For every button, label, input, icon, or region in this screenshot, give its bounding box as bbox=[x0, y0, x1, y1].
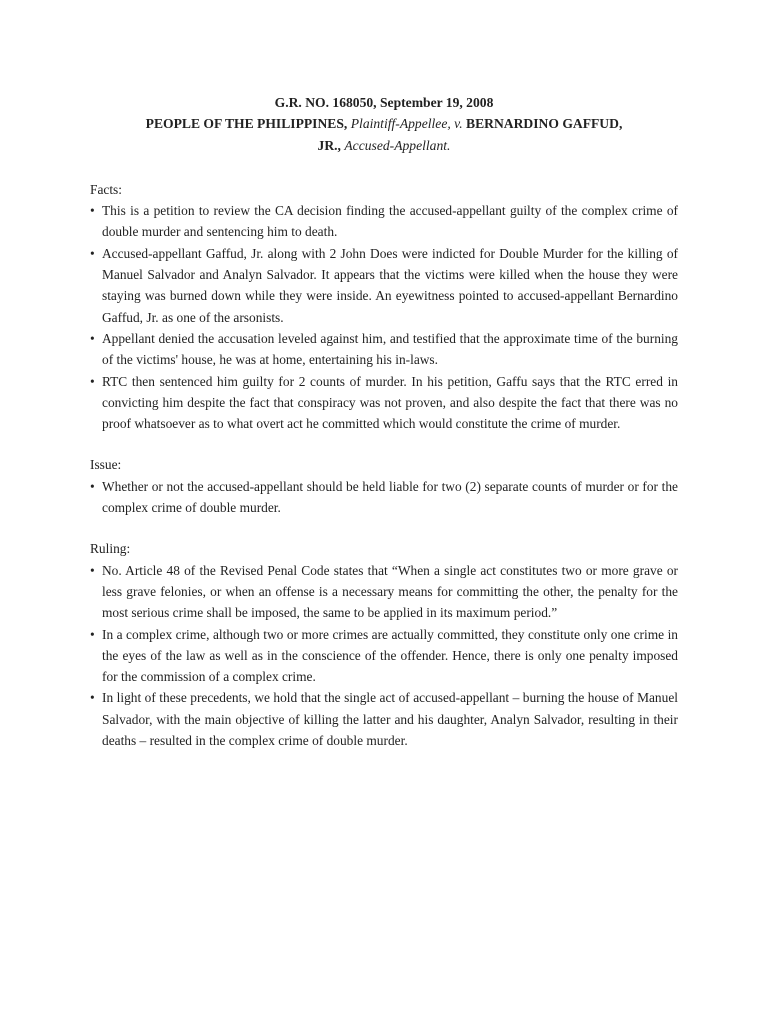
facts-label: Facts: bbox=[90, 181, 122, 197]
list-item-text: Appellant denied the accusation leveled against him, and testified that the approximate time of the burning of the victims' house, he was at home, entertaining his in-laws. bbox=[102, 330, 678, 368]
bullet-icon: • bbox=[90, 626, 95, 642]
list-item bbox=[90, 371, 678, 435]
bullet-icon: • bbox=[90, 330, 95, 346]
party-plaintiff-role: Plaintiff-Appellee bbox=[350, 116, 448, 132]
list-item bbox=[90, 687, 678, 751]
bullet-icon: • bbox=[90, 690, 95, 706]
list-item bbox=[90, 560, 678, 624]
document-page bbox=[90, 92, 678, 751]
list-item bbox=[90, 200, 678, 243]
list-item-text: Whether or not the accused-appellant should be held liable for two (2) separate counts of murder or for the complex crime of double murder. bbox=[102, 478, 678, 516]
issue-list bbox=[90, 476, 678, 519]
bullet-icon: • bbox=[90, 478, 95, 494]
facts-section bbox=[90, 179, 678, 435]
issue-label: Issue: bbox=[90, 457, 122, 473]
list-item-text: No. Article 48 of the Revised Penal Code states that “When a single act constitutes two or more grave or less grave felonies, or when an offense is a necessary means for committing the other, the penalty for the most serious crime shall be imposed, the same to be applied in its maximum period.” bbox=[102, 562, 678, 621]
list-item bbox=[90, 243, 678, 328]
bullet-icon: • bbox=[90, 203, 95, 219]
list-item bbox=[90, 328, 678, 371]
list-item-text: In light of these precedents, we hold that the single act of accused-appellant – burning the house of Manuel Salvador, with the main objective of killing the latter and his daughter, Analyn Salvador, resulting in their deaths – resulted in the complex crime of double murder. bbox=[102, 690, 678, 749]
ruling-label: Ruling: bbox=[90, 541, 131, 557]
list-item bbox=[90, 476, 678, 519]
issue-section bbox=[90, 454, 678, 518]
bullet-icon: • bbox=[90, 245, 95, 261]
list-item-text: Accused-appellant Gaffud, Jr. along with 2 John Does were indicted for Double Murder for the killing of Manuel Salvador and Analyn Salvador. It appears that the victims were killed when the house they were staying was burned down while they were inside. An eyewitness pointed to accused-appellant Bernardino Gaffud, Jr. as one of the arsonists. bbox=[102, 245, 678, 325]
party-defendant: BERNARDINO GAFFUD, bbox=[466, 116, 623, 132]
facts-list bbox=[90, 200, 678, 434]
party-plaintiff: PEOPLE OF THE PHILIPPINES, bbox=[145, 116, 348, 132]
case-number-date: G.R. NO. 168050, September 19, 2008 bbox=[274, 95, 494, 110]
ruling-section bbox=[90, 538, 678, 751]
case-parties-line2: JR., Accused-Appellant. bbox=[317, 137, 451, 153]
case-title bbox=[90, 92, 678, 156]
list-item-text: This is a petition to review the CA decision finding the accused-appellant guilty of the complex crime of double murder and sentencing him to death. bbox=[102, 203, 678, 240]
list-item-text: RTC then sentenced him guilty for 2 counts of murder. In his petition, Gaffu says that the RTC erred in convicting him despite the fact that conspiracy was not proven, and also despite the fact that there was no proof whatsoever as to what overt act he committed which would constitute the crime of murder. bbox=[102, 373, 678, 432]
ruling-list bbox=[90, 560, 678, 752]
party-defendant-role: Accused-Appellant bbox=[344, 137, 448, 153]
party-defendant-suffix: JR., bbox=[317, 137, 341, 153]
list-item-text: In a complex crime, although two or more crimes are actually committed, they constitute only one crime in the eyes of the law as well as in the conscience of the offender. Hence, there is only one penalty imposed for the commission of a complex crime. bbox=[102, 626, 678, 685]
bullet-icon: • bbox=[90, 562, 95, 578]
case-parties-line1: PEOPLE OF THE PHILIPPINES, Plaintiff-Appellee, v. BERNARDINO GAFFUD, bbox=[145, 116, 623, 132]
list-item bbox=[90, 624, 678, 688]
versus-label: v. bbox=[454, 116, 463, 132]
bullet-icon: • bbox=[90, 373, 95, 389]
